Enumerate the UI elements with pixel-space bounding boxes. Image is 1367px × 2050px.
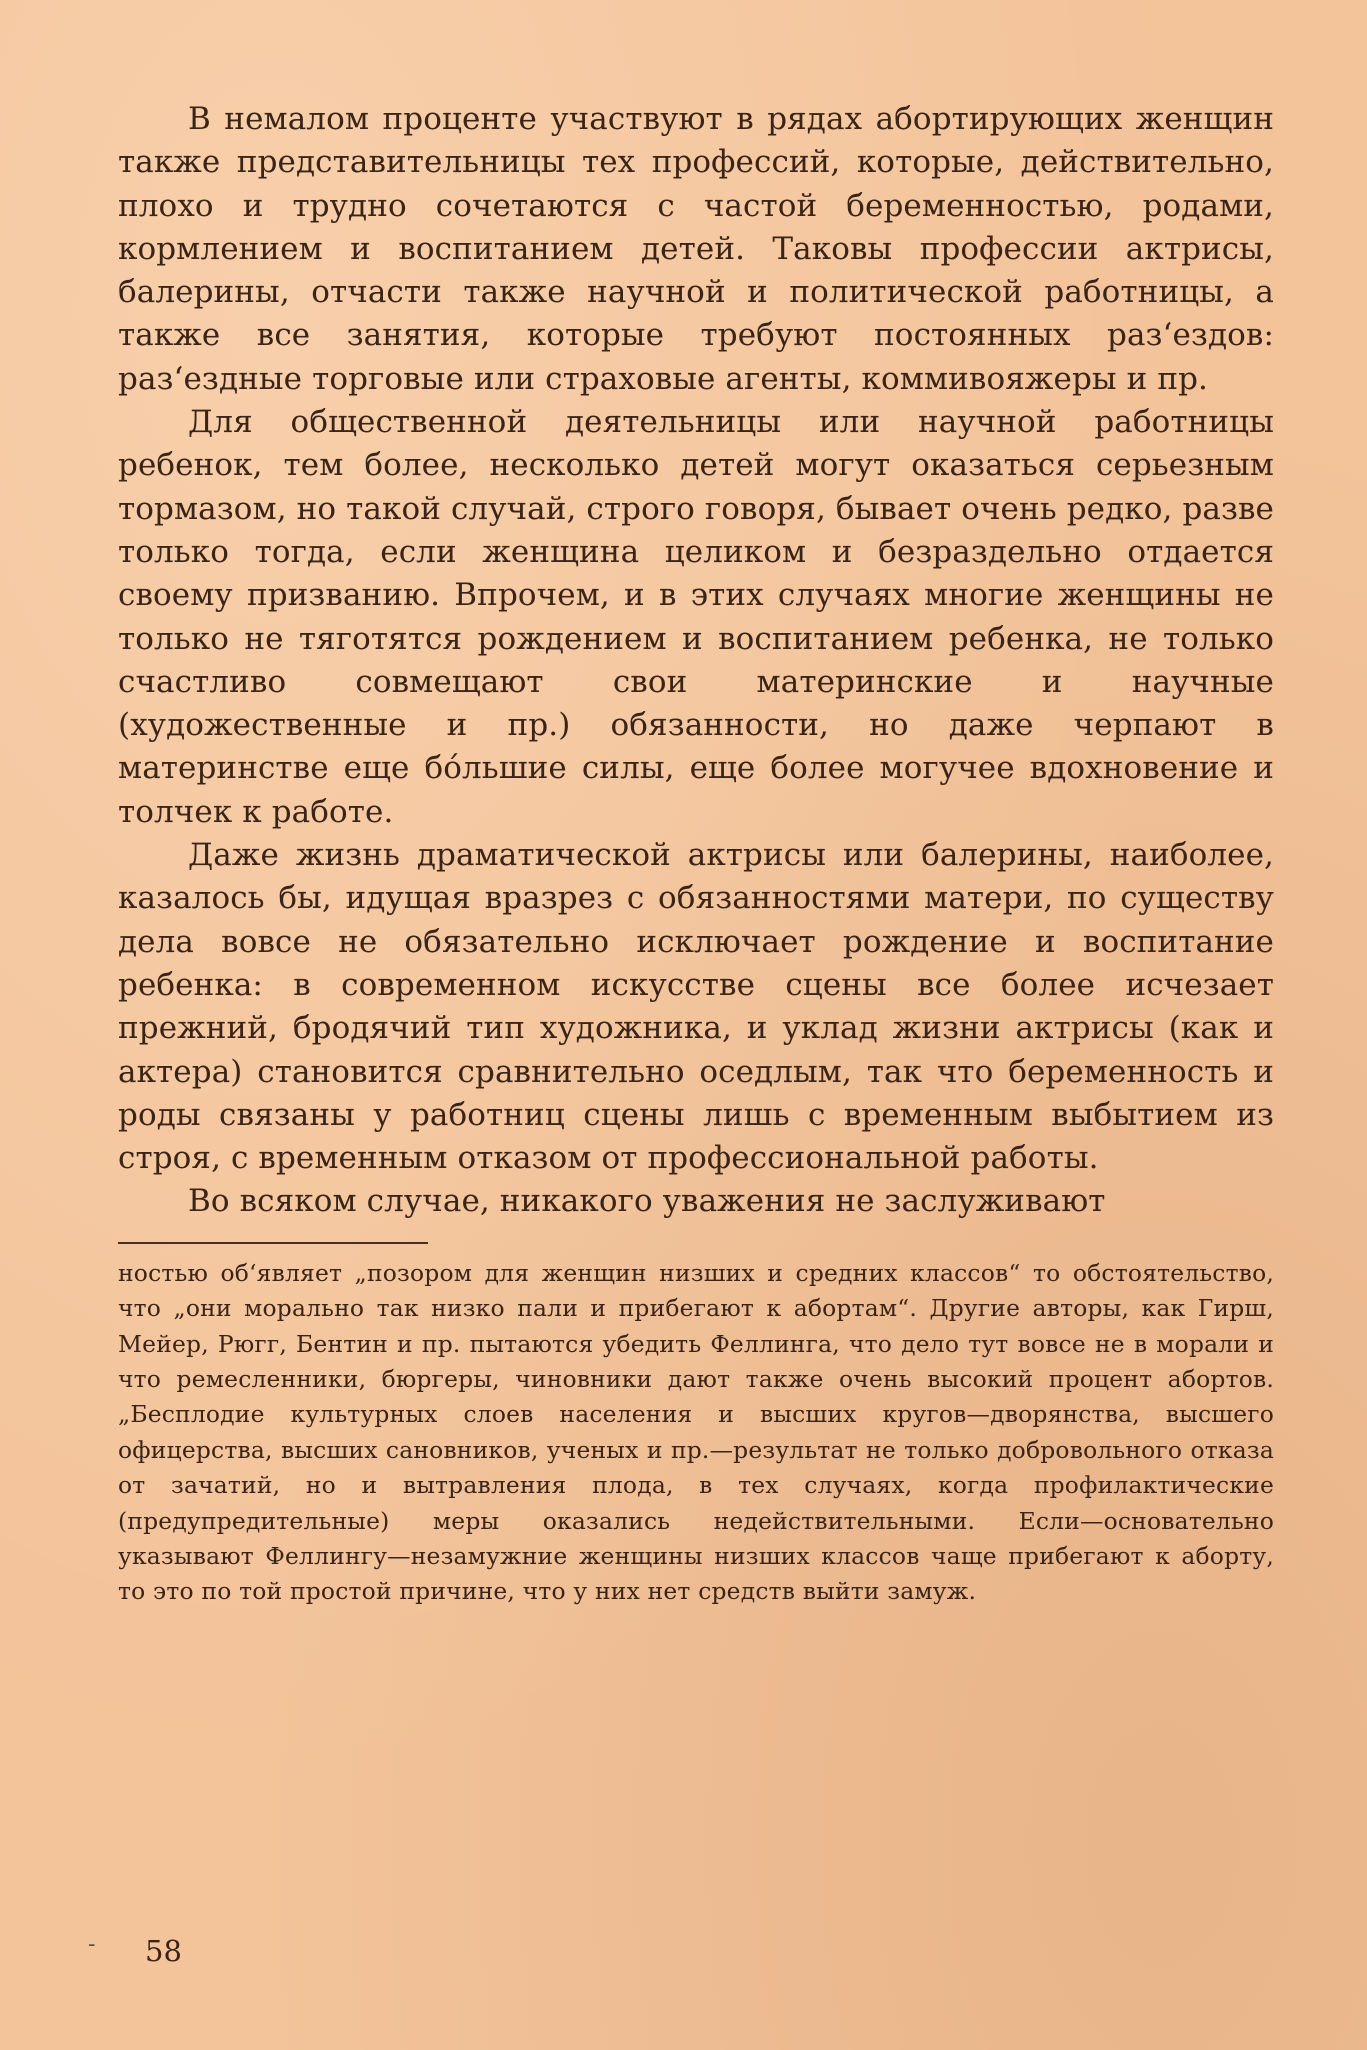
paragraph-3: Даже жизнь драматической актрисы или балерины, наиболее, казалось бы, идущая вразрез с обязанностями матери, по существу дела вовсе не обязательно исключает рождение и воспитание ребенка: в современном искусстве сцены все более исчезает прежний, бродячий тип художника, и уклад жизни актрисы (как и актера) становится сравнительно оседлым, так что беременность и роды связаны у работниц сцены лишь с временным выбытием из строя, с временным отказом от профессиональной работы. — [118, 837, 1274, 1177]
paragraph-2: Для общественной деятельницы или научной работницы ребенок, тем более, несколько детей могут оказаться серьезным тормазом, но такой случай, строго говоря, бывает очень редко, разве только тогда, если женщина целиком и безраздельно отдается своему призванию. Впрочем, и в этих случаях многие женщины не только не тяготятся рождением и воспитанием ребенка, не только счастливо совмещают свои материнские и научные (художественные и пр.) обязанности, но даже черпают в материнстве еще бóльшие силы, еще более могучее вдохновение и толчек к работе. — [118, 404, 1274, 830]
book-page — [118, 98, 1274, 1610]
main-text — [118, 98, 1274, 1224]
page-number: 58 — [145, 1934, 182, 1968]
margin-mark: - — [88, 1932, 96, 1957]
footnote-text: ностью об‘являет „позором для женщин низших и средних классов“ то обстоятельство, что „они морально так низко пали и прибегают к абортам“. Другие авторы, как Гирш, Мейер, Рюгг, Бентин и пр. пытаются убедить Феллинга, что дело тут вовсе не в морали и что ремесленники, бюргеры, чиновники дают также очень высокий процент абортов. „Бесплодие культурных слоев населения и высших кругов—дворянства, высшего офицерства, высших сановников, ученых и пр.—результат не только добровольного отказа от зачатий, но и вытравления плода, в тех случаях, когда профилактические (предупредительные) меры оказались недействительными. Если—основательно указывают Феллингу—незамужние женщины низших классов чаще прибегают к аборту, то это по той простой причине, что у них нет средств выйти замуж. — [118, 1258, 1274, 1606]
footnote-divider — [118, 1242, 428, 1244]
paragraph-1: В немалом проценте участвуют в рядах абортирующих женщин также представительницы тех профессий, которые, действительно, плохо и трудно сочетаются с частой беременностью, родами, кормлением и воспитанием детей. Таковы профессии актрисы, балерины, отчасти также научной и политической работницы, а также все занятия, которые требуют постоянных раз‘ездов: раз‘ездные торговые или страховые агенты, коммивояжеры и пр. — [118, 101, 1274, 397]
paragraph-4: Во всяком случае, никакого уважения не заслуживают — [188, 1183, 1106, 1220]
footnote — [118, 1256, 1274, 1610]
